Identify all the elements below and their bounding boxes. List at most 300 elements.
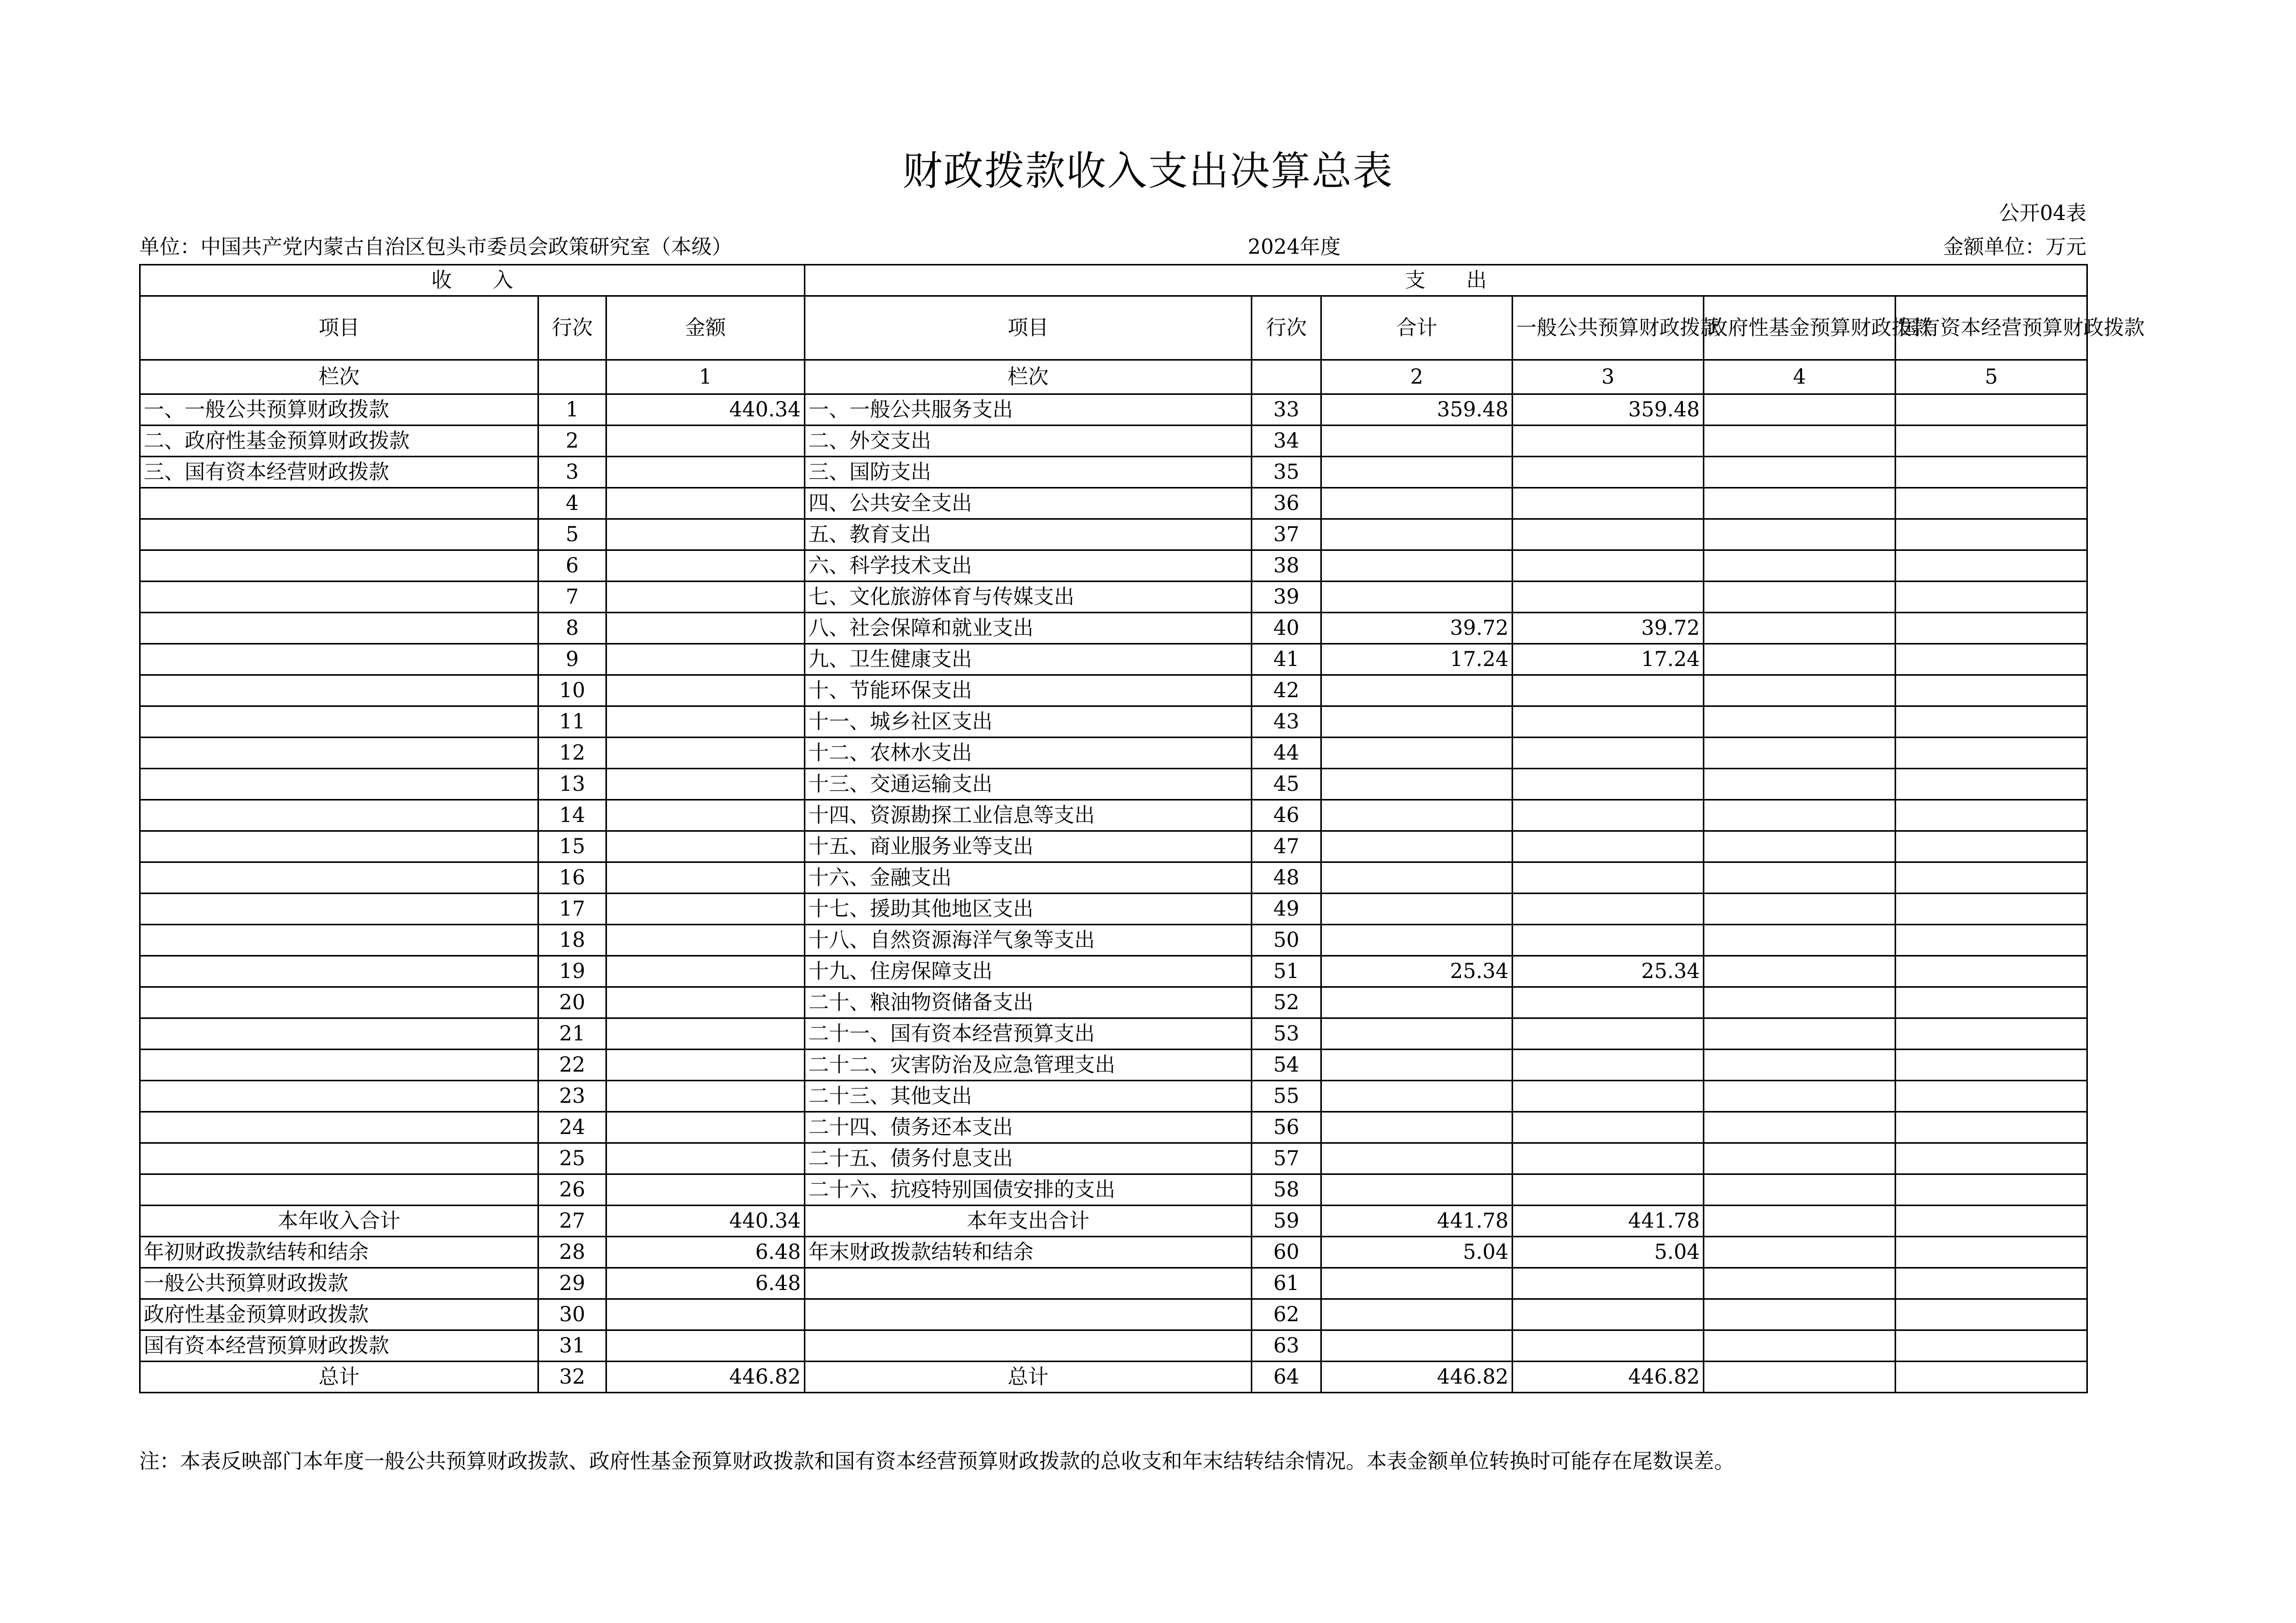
expense-line: 38 [1252,550,1321,582]
expense-fund [1704,1330,1896,1362]
expense-fund [1704,1268,1896,1299]
header-amount: 金额 [606,296,805,360]
income-amount [606,925,805,956]
income-item [140,925,538,956]
expense-general [1513,488,1704,519]
income-item [140,706,538,738]
table-row [140,800,2087,831]
form-number: 公开04表 [1999,202,2086,225]
expense-item: 七、文化旅游体育与传媒支出 [805,582,1252,613]
expense-general [1513,925,1704,956]
expense-state [1896,426,2087,457]
income-line: 20 [538,987,606,1018]
expense-fund [1704,613,1896,644]
lanci-label-2: 栏次 [805,360,1252,394]
unit-label: 单位：中国共产党内蒙古自治区包头市委员会政策研究室（本级） [139,235,732,259]
expense-general [1513,1018,1704,1050]
income-line: 10 [538,675,606,706]
income-item: 年初财政拨款结转和结余 [140,1237,538,1268]
income-item [140,831,538,862]
income-line: 2 [538,426,606,457]
expense-total [1321,457,1513,488]
expense-line: 47 [1252,831,1321,862]
expense-line: 64 [1252,1362,1321,1393]
income-amount [606,800,805,831]
expense-general [1513,1174,1704,1206]
expense-state [1896,862,2087,894]
income-amount [606,644,805,675]
income-item: 一般公共预算财政拨款 [140,1268,538,1299]
income-line: 31 [538,1330,606,1362]
expense-fund [1704,394,1896,426]
income-item [140,644,538,675]
expense-fund [1704,738,1896,769]
expense-fund [1704,488,1896,519]
summary-table [139,264,2145,1393]
income-item: 总计 [140,1362,538,1393]
expense-state [1896,1268,2087,1299]
income-item: 国有资本经营预算财政拨款 [140,1330,538,1362]
footnote: 注：本表反映部门本年度一般公共预算财政拨款、政府性基金预算财政拨款和国有资本经营预算财政拨款的总收支和年末结转结余情况。本表金额单位转换时可能存在尾数误差。 [139,1450,1735,1473]
expense-fund [1704,706,1896,738]
income-item [140,1018,538,1050]
expense-fund [1704,1362,1896,1393]
expense-general [1513,738,1704,769]
expense-state [1896,550,2087,582]
income-item [140,1143,538,1174]
expense-state [1896,457,2087,488]
expense-state [1896,1143,2087,1174]
expense-fund [1704,457,1896,488]
expense-state [1896,1299,2087,1330]
table-row [140,769,2087,800]
table-row [140,550,2087,582]
income-line: 30 [538,1299,606,1330]
lanci-c3: 3 [1513,360,1704,394]
income-line: 4 [538,488,606,519]
expense-total [1321,1081,1513,1112]
table-row [140,1237,2087,1268]
income-line: 25 [538,1143,606,1174]
expense-line: 40 [1252,613,1321,644]
income-item [140,582,538,613]
income-line: 11 [538,706,606,738]
lanci-blank-2 [1252,360,1321,394]
income-amount [606,1112,805,1143]
expense-state [1896,613,2087,644]
expense-total [1321,862,1513,894]
expense-item: 五、教育支出 [805,519,1252,550]
expense-fund [1704,769,1896,800]
expense-general [1513,831,1704,862]
expense-total [1321,800,1513,831]
expense-total [1321,1050,1513,1081]
expense-line: 55 [1252,1081,1321,1112]
expense-fund [1704,426,1896,457]
expense-fund [1704,1112,1896,1143]
income-item: 政府性基金预算财政拨款 [140,1299,538,1330]
table-row [140,519,2087,550]
income-line: 14 [538,800,606,831]
expense-general: 17.24 [1513,644,1704,675]
expense-line: 48 [1252,862,1321,894]
table-row [140,426,2087,457]
income-amount [606,457,805,488]
band-expense: 支 出 [805,265,2087,296]
expense-total: 25.34 [1321,956,1513,987]
income-item: 一、一般公共预算财政拨款 [140,394,538,426]
expense-fund [1704,644,1896,675]
table-row [140,675,2087,706]
expense-fund [1704,1174,1896,1206]
income-item [140,519,538,550]
expense-total [1321,925,1513,956]
income-line: 9 [538,644,606,675]
income-line: 16 [538,862,606,894]
table-row [140,1081,2087,1112]
expense-general [1513,1081,1704,1112]
expense-general [1513,706,1704,738]
expense-general: 441.78 [1513,1206,1704,1237]
expense-line: 51 [1252,956,1321,987]
expense-fund [1704,582,1896,613]
income-amount [606,1018,805,1050]
expense-general: 359.48 [1513,394,1704,426]
table-row [140,1268,2087,1299]
expense-general [1513,426,1704,457]
income-amount [606,613,805,644]
expense-total [1321,550,1513,582]
income-item [140,1050,538,1081]
table-row [140,1018,2087,1050]
income-item [140,769,538,800]
income-amount: 6.48 [606,1268,805,1299]
expense-line: 42 [1252,675,1321,706]
income-amount [606,1081,805,1112]
expense-total: 5.04 [1321,1237,1513,1268]
expense-fund [1704,1143,1896,1174]
expense-general [1513,1112,1704,1143]
table-row [140,613,2087,644]
expense-general: 5.04 [1513,1237,1704,1268]
expense-line: 52 [1252,987,1321,1018]
expense-line: 37 [1252,519,1321,550]
expense-total [1321,582,1513,613]
expense-state [1896,1237,2087,1268]
expense-general [1513,519,1704,550]
expense-line: 61 [1252,1268,1321,1299]
expense-general [1513,1143,1704,1174]
expense-item: 二十、粮油物资储备支出 [805,987,1252,1018]
lanci-row [140,360,2087,394]
income-amount [606,706,805,738]
expense-state [1896,769,2087,800]
expense-line: 41 [1252,644,1321,675]
expense-fund [1704,894,1896,925]
expense-line: 53 [1252,1018,1321,1050]
income-item [140,862,538,894]
income-amount [606,1143,805,1174]
income-line: 28 [538,1237,606,1268]
income-amount [606,894,805,925]
income-line: 32 [538,1362,606,1393]
income-item [140,613,538,644]
expense-fund [1704,956,1896,987]
table-row [140,987,2087,1018]
header-state: 国有资本经营预算财政拨款 [1896,296,2087,360]
income-line: 17 [538,894,606,925]
expense-state [1896,1206,2087,1237]
income-line: 3 [538,457,606,488]
expense-item: 四、公共安全支出 [805,488,1252,519]
expense-item: 二十二、灾害防治及应急管理支出 [805,1050,1252,1081]
expense-state [1896,1330,2087,1362]
income-line: 24 [538,1112,606,1143]
header-line-2: 行次 [1252,296,1321,360]
expense-fund [1704,862,1896,894]
expense-line: 50 [1252,925,1321,956]
expense-item: 八、社会保障和就业支出 [805,613,1252,644]
expense-fund [1704,550,1896,582]
income-amount [606,831,805,862]
header-general: 一般公共预算财政拨款 [1513,296,1704,360]
expense-total [1321,894,1513,925]
header-line: 行次 [538,296,606,360]
expense-line: 49 [1252,894,1321,925]
table-row [140,831,2087,862]
income-amount [606,550,805,582]
income-line: 19 [538,956,606,987]
expense-fund [1704,925,1896,956]
expense-state [1896,1018,2087,1050]
expense-general [1513,862,1704,894]
expense-line: 39 [1252,582,1321,613]
income-item: 本年收入合计 [140,1206,538,1237]
expense-total [1321,1174,1513,1206]
expense-state [1896,394,2087,426]
table-row [140,1362,2087,1393]
expense-state [1896,800,2087,831]
expense-item: 年末财政拨款结转和结余 [805,1237,1252,1268]
expense-general [1513,457,1704,488]
expense-general [1513,1050,1704,1081]
expense-item: 本年支出合计 [805,1206,1252,1237]
table-row [140,1112,2087,1143]
expense-item [805,1299,1252,1330]
table-row [140,1174,2087,1206]
income-line: 27 [538,1206,606,1237]
page-title: 财政拨款收入支出决算总表 [902,148,1393,194]
expense-total [1321,1112,1513,1143]
expense-line: 57 [1252,1143,1321,1174]
table-row [140,394,2087,426]
expense-fund [1704,1299,1896,1330]
expense-item: 总计 [805,1362,1252,1393]
expense-fund [1704,831,1896,862]
table-row [140,1050,2087,1081]
expense-line: 33 [1252,394,1321,426]
lanci-c4: 4 [1704,360,1896,394]
expense-item: 十九、住房保障支出 [805,956,1252,987]
income-line: 5 [538,519,606,550]
expense-item: 十、节能环保支出 [805,675,1252,706]
band-row [140,265,2087,296]
expense-line: 44 [1252,738,1321,769]
expense-item [805,1268,1252,1299]
income-item [140,987,538,1018]
expense-general [1513,1330,1704,1362]
expense-line: 62 [1252,1299,1321,1330]
expense-line: 60 [1252,1237,1321,1268]
expense-general [1513,582,1704,613]
table-row [140,1299,2087,1330]
expense-state [1896,1362,2087,1393]
table-row [140,706,2087,738]
expense-line: 59 [1252,1206,1321,1237]
expense-line: 34 [1252,426,1321,457]
expense-fund [1704,1018,1896,1050]
income-item [140,738,538,769]
expense-state [1896,831,2087,862]
expense-total [1321,1018,1513,1050]
income-amount: 440.34 [606,394,805,426]
expense-item: 十七、援助其他地区支出 [805,894,1252,925]
table-row [140,488,2087,519]
table-row [140,1330,2087,1362]
expense-total [1321,426,1513,457]
expense-state [1896,706,2087,738]
income-line: 7 [538,582,606,613]
income-amount: 446.82 [606,1362,805,1393]
expense-line: 36 [1252,488,1321,519]
expense-state [1896,519,2087,550]
expense-general [1513,800,1704,831]
expense-total [1321,1299,1513,1330]
expense-state [1896,894,2087,925]
income-line: 15 [538,831,606,862]
income-amount [606,426,805,457]
expense-line: 54 [1252,1050,1321,1081]
expense-state [1896,738,2087,769]
expense-total [1321,1268,1513,1299]
header-row [140,296,2087,360]
expense-total [1321,831,1513,862]
expense-state [1896,1112,2087,1143]
expense-item: 三、国防支出 [805,457,1252,488]
expense-item: 十三、交通运输支出 [805,769,1252,800]
expense-general [1513,1268,1704,1299]
income-item [140,1112,538,1143]
income-item [140,488,538,519]
income-amount [606,1299,805,1330]
table-row [140,862,2087,894]
expense-fund [1704,519,1896,550]
income-line: 13 [538,769,606,800]
income-amount: 6.48 [606,1237,805,1268]
expense-line: 43 [1252,706,1321,738]
expense-line: 56 [1252,1112,1321,1143]
lanci-label: 栏次 [140,360,538,394]
header-item: 项目 [140,296,538,360]
expense-general [1513,769,1704,800]
expense-total: 17.24 [1321,644,1513,675]
table-row [140,925,2087,956]
table-row [140,582,2087,613]
expense-line: 35 [1252,457,1321,488]
expense-total [1321,1143,1513,1174]
lanci-blank [538,360,606,394]
expense-item: 二十三、其他支出 [805,1081,1252,1112]
expense-state [1896,1174,2087,1206]
income-item [140,956,538,987]
income-amount [606,862,805,894]
expense-state [1896,488,2087,519]
expense-general: 25.34 [1513,956,1704,987]
expense-general: 39.72 [1513,613,1704,644]
expense-item: 十二、农林水支出 [805,738,1252,769]
income-item: 二、政府性基金预算财政拨款 [140,426,538,457]
income-item [140,1081,538,1112]
expense-total [1321,769,1513,800]
expense-general [1513,550,1704,582]
expense-fund [1704,800,1896,831]
expense-total [1321,519,1513,550]
expense-item: 一、一般公共服务支出 [805,394,1252,426]
expense-item: 十四、资源勘探工业信息等支出 [805,800,1252,831]
expense-general: 446.82 [1513,1362,1704,1393]
income-amount [606,987,805,1018]
income-line: 29 [538,1268,606,1299]
income-amount [606,1330,805,1362]
table-row [140,457,2087,488]
expense-total: 446.82 [1321,1362,1513,1393]
income-amount [606,488,805,519]
income-amount [606,769,805,800]
income-amount [606,956,805,987]
table-row [140,894,2087,925]
income-line: 6 [538,550,606,582]
expense-state [1896,956,2087,987]
expense-total [1321,1330,1513,1362]
income-amount: 440.34 [606,1206,805,1237]
expense-fund [1704,1206,1896,1237]
expense-item: 十一、城乡社区支出 [805,706,1252,738]
expense-total [1321,488,1513,519]
expense-item [805,1330,1252,1362]
income-item [140,550,538,582]
expense-item: 二十一、国有资本经营预算支出 [805,1018,1252,1050]
expense-general [1513,987,1704,1018]
table-row [140,738,2087,769]
expense-line: 45 [1252,769,1321,800]
expense-general [1513,675,1704,706]
lanci-c5: 5 [1896,360,2087,394]
lanci-c1: 1 [606,360,805,394]
header-total: 合计 [1321,296,1513,360]
income-amount [606,675,805,706]
expense-line: 58 [1252,1174,1321,1206]
income-line: 26 [538,1174,606,1206]
income-item [140,894,538,925]
expense-fund [1704,1081,1896,1112]
expense-state [1896,644,2087,675]
expense-total [1321,706,1513,738]
expense-total [1321,738,1513,769]
expense-line: 46 [1252,800,1321,831]
expense-general [1513,894,1704,925]
expense-item: 二十六、抗疫特别国债安排的支出 [805,1174,1252,1206]
header-item-2: 项目 [805,296,1252,360]
